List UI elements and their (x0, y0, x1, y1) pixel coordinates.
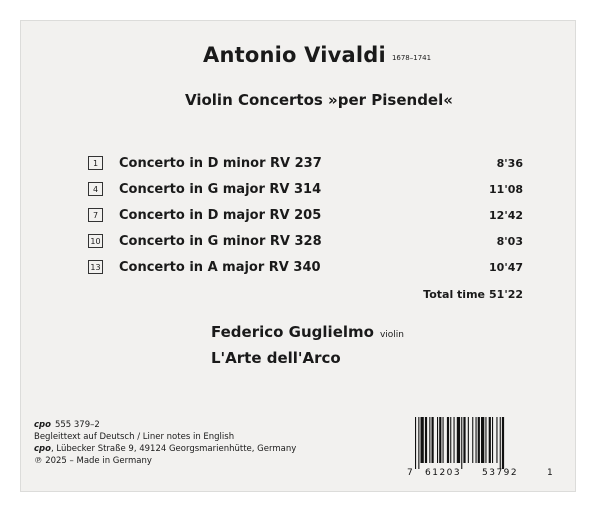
track-title: Concerto in D major RV 205 (119, 207, 322, 223)
track-number: 1 (88, 156, 103, 170)
track-row (88, 176, 523, 202)
total-time-value: 51'22 (489, 288, 523, 301)
copyright-line: ℗ 2025 – Made in Germany (34, 456, 152, 466)
track-duration: 12'42 (489, 208, 523, 222)
total-time-label: Total time (423, 288, 486, 301)
composer-name: Antonio Vivaldi (203, 43, 386, 67)
track-duration: 8'36 (496, 156, 523, 170)
track-title: Concerto in G major RV 314 (119, 181, 322, 197)
barcode-digit-lead: 7 (407, 468, 413, 477)
composer-heading (203, 43, 431, 67)
cpo-logo: cpo (34, 444, 51, 454)
performer-name: Federico Guglielmo (211, 323, 374, 341)
track-title: Concerto in G minor RV 328 (119, 233, 322, 249)
track-title: Concerto in A major RV 340 (119, 259, 321, 275)
track-duration: 8'03 (496, 234, 523, 248)
track-number: 13 (88, 260, 103, 274)
cd-back-cover (20, 20, 576, 492)
address-line (34, 443, 296, 455)
barcode-bars (415, 417, 504, 469)
album-title: Violin Concertos »per Pisendel« (185, 91, 453, 109)
composer-dates: 1678–1741 (391, 54, 432, 62)
catalog-line (34, 419, 296, 431)
barcode (407, 417, 557, 477)
track-duration: 10'47 (489, 260, 523, 274)
barcode-digits-left: 61203 (425, 468, 462, 477)
catalog-number: 555 379–2 (54, 420, 100, 430)
track-row (88, 228, 523, 254)
label-info (34, 419, 296, 467)
track-row (88, 202, 523, 228)
track-list (88, 150, 523, 301)
cpo-logo: cpo (34, 420, 51, 430)
liner-notes-line: Begleittext auf Deutsch / Liner notes in English (34, 432, 235, 442)
performer-instrument: violin (379, 330, 404, 340)
performer (211, 323, 404, 341)
total-time (423, 288, 523, 301)
track-duration: 11'08 (489, 182, 523, 196)
track-number: 10 (88, 234, 103, 248)
track-number: 4 (88, 182, 103, 196)
track-title: Concerto in D minor RV 237 (119, 155, 322, 171)
ensemble-name: L'Arte dell'Arco (211, 349, 341, 367)
track-number: 7 (88, 208, 103, 222)
barcode-digits-right: 53792 (482, 468, 519, 477)
track-row (88, 150, 523, 176)
address: , Lübecker Straße 9, 49124 Georgsmarienhütte, Germany (50, 444, 297, 454)
track-row (88, 254, 523, 280)
barcode-digit-trail: 1 (547, 468, 553, 477)
